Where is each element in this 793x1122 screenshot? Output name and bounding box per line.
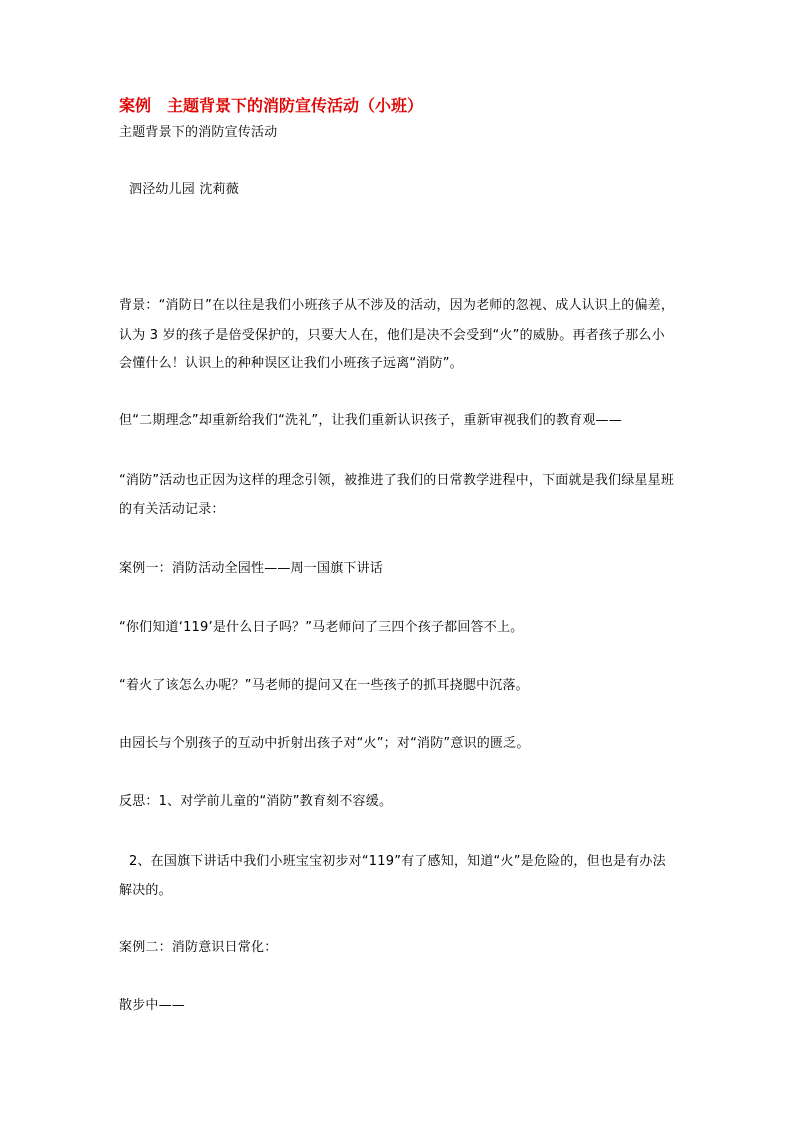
paragraph-line: 会懂什么！认识上的种种误区让我们小班孩子远离“消防”。 (119, 356, 463, 371)
case-heading: 案例二：消防意识日常化： (119, 940, 278, 955)
paragraph-line: 解决的。 (119, 883, 172, 898)
paragraph-line: 认为 3 岁的孩子是倍受保护的，只要大人在，他们是决不会受到“火”的威胁。再者孩子那么小 (119, 328, 665, 343)
document-title: 案例 主题背景下的消防宣传活动（小班） (119, 96, 424, 115)
paragraph-line: 背景：“消防日”在以往是我们小班孩子从不涉及的活动，因为老师的忽视、成人认识上的偏差， (119, 298, 675, 313)
reflection-line: 2、在国旗下讲话中我们小班宝宝初步对“119”有了感知，知道“火”是危险的，但也是有办法 (129, 854, 666, 869)
case-heading: 案例一：消防活动全园性——周一国旗下讲话 (119, 561, 384, 576)
paragraph-line: “消防”活动也正因为这样的理念引领，被推进了我们的日常教学进程中，下面就是我们绿星星班 (119, 473, 675, 488)
paragraph-line: 的有关活动记录： (119, 502, 225, 517)
paragraph-line: 散步中—— (119, 998, 186, 1013)
paragraph-line: 由园长与个别孩子的互动中折射出孩子对“火”；对“消防”意识的匮乏。 (119, 736, 530, 751)
paragraph-line: “着火了该怎么办呢？”马老师的提问又在一些孩子的抓耳挠腮中沉落。 (119, 678, 529, 693)
document-subtitle: 主题背景下的消防宣传活动 (119, 125, 278, 140)
author-line: 泗泾幼儿园 沈莉薇 (129, 182, 239, 197)
paragraph-line: 但“二期理念”却重新给我们“洗礼”，让我们重新认识孩子，重新审视我们的教育观—— (119, 413, 622, 428)
paragraph-line: “你们知道‘119’是什么日子吗？”马老师问了三四个孩子都回答不上。 (119, 620, 524, 635)
reflection-line: 反思：1、对学前儿童的“消防”教育刻不容缓。 (119, 794, 393, 809)
